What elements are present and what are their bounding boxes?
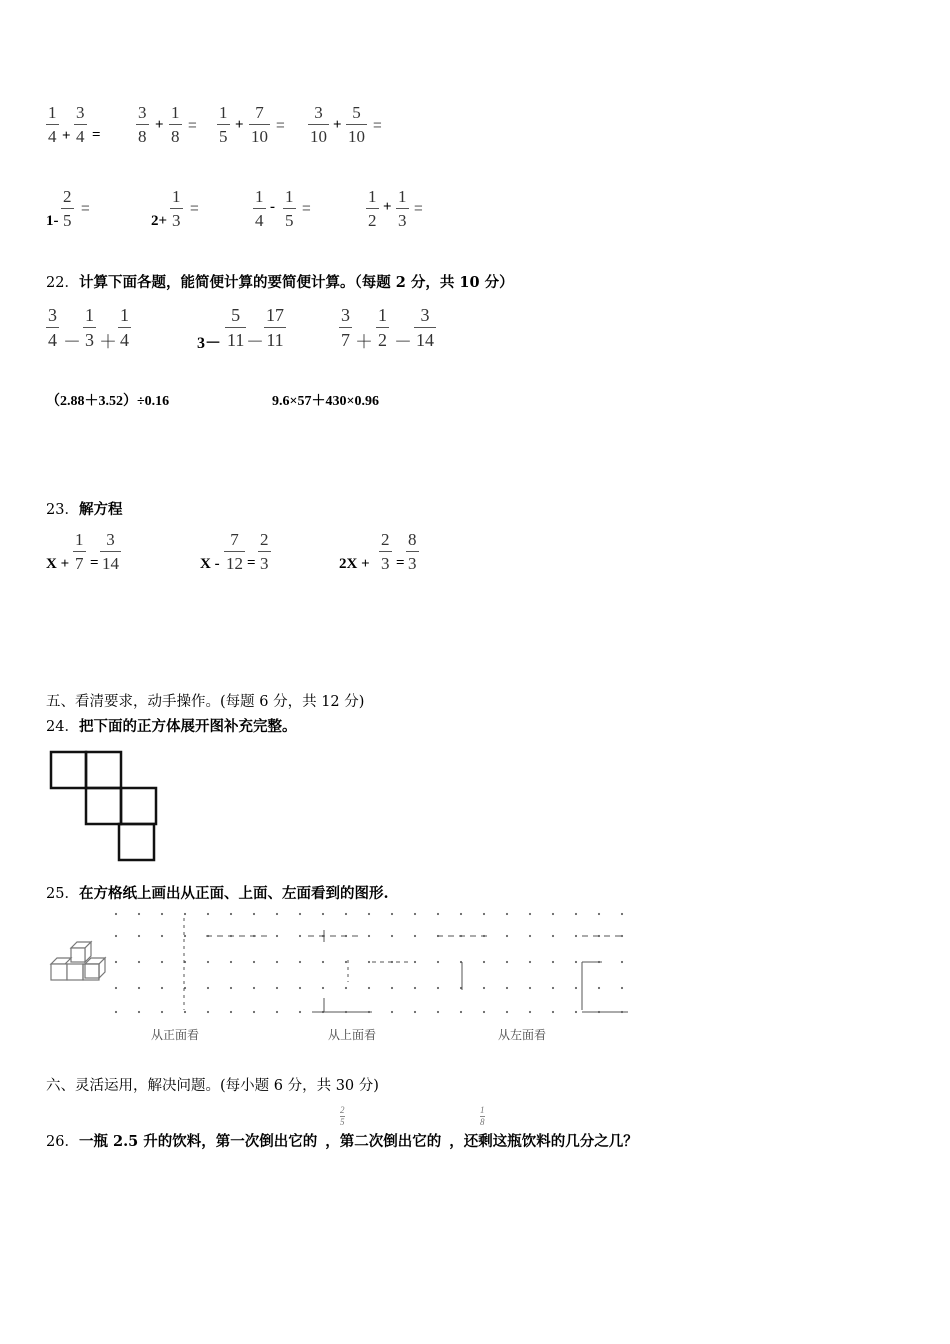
dot-grid-paper — [112, 910, 632, 1020]
plus-sign: + — [383, 199, 392, 215]
grid-dot — [483, 1011, 485, 1013]
expression-decimal-2: 9.6×57＋430×0.96 — [272, 394, 379, 409]
grid-dot — [414, 961, 416, 963]
grid-dot — [115, 987, 117, 989]
plus-sign: ＋ — [99, 332, 117, 352]
grid-dot — [414, 913, 416, 915]
fraction: 1 5 — [219, 103, 228, 146]
grid-dot — [299, 987, 301, 989]
net-square — [86, 752, 121, 788]
grid-dot — [575, 935, 577, 937]
section-6-heading: 六、灵活运用，解决问题。(每小题 6 分，共 30 分) — [46, 1078, 379, 1094]
grid-dot — [552, 913, 554, 915]
view-label-front: 从正面看 — [151, 1028, 200, 1042]
fraction: 1 4 — [48, 103, 57, 146]
net-square — [86, 788, 121, 824]
equals-sign: = — [302, 200, 311, 217]
grid-dot — [161, 1011, 163, 1013]
grid-dot — [184, 1011, 186, 1013]
grid-dot — [414, 935, 416, 937]
grid-dot — [575, 1011, 577, 1013]
fraction: 3 14 — [416, 305, 434, 350]
equation-lead: X - — [200, 556, 220, 572]
fraction: 1 3 — [85, 305, 94, 350]
grid-dot — [368, 913, 370, 915]
grid-dot — [138, 1011, 140, 1013]
expression-lead: 3－ — [197, 335, 222, 352]
grid-dot — [483, 961, 485, 963]
grid-dot — [161, 913, 163, 915]
grid-dot — [115, 961, 117, 963]
grid-dot — [253, 987, 255, 989]
question-22-title: 22．计算下面各题，能简便计算的要简便计算。（每题 2 分，共 10 分） — [46, 274, 514, 291]
grid-dot — [368, 961, 370, 963]
section-5-heading: 五、看清要求，动手操作。(每题 6 分，共 12 分) — [46, 694, 365, 710]
grid-dot — [506, 961, 508, 963]
fraction: 3 7 — [341, 305, 350, 350]
grid-dot — [529, 913, 531, 915]
grid-dot — [391, 987, 393, 989]
expression-decimal-1: （2.88＋3.52）÷0.16 — [46, 394, 170, 409]
grid-dot — [230, 987, 232, 989]
equals-sign: = — [90, 555, 99, 571]
grid-dot — [621, 987, 623, 989]
grid-dot — [460, 913, 462, 915]
grid-dot — [529, 935, 531, 937]
fraction: 3 14 — [102, 530, 119, 573]
grid-dot — [437, 913, 439, 915]
grid-dot — [575, 961, 577, 963]
grid-dot — [253, 1011, 255, 1013]
grid-dot — [391, 935, 393, 937]
grid-dot — [276, 935, 278, 937]
fraction: 3 4 — [76, 103, 85, 146]
view-label-top: 从上面看 — [328, 1028, 377, 1042]
equation-lead: X + — [46, 556, 70, 572]
grid-dot — [299, 961, 301, 963]
grid-dot — [483, 987, 485, 989]
grid-dot — [276, 913, 278, 915]
cube-stack-figure — [47, 938, 109, 988]
plus-sign: + — [155, 117, 164, 133]
question-25-title: 25．在方格纸上画出从正面、上面、左面看到的图形. — [46, 885, 389, 902]
grid-dot — [506, 935, 508, 937]
fraction: 5 10 — [348, 103, 365, 146]
fraction: 5 11 — [227, 305, 245, 350]
grid-dot — [391, 913, 393, 915]
fraction: 3 8 — [138, 103, 147, 146]
inline-fraction: 2 5 — [340, 1105, 345, 1127]
grid-dot — [368, 987, 370, 989]
grid-dot — [621, 961, 623, 963]
equals-sign: = — [373, 117, 382, 134]
fraction: 1 4 — [120, 305, 129, 350]
grid-dot — [322, 913, 324, 915]
grid-dot — [552, 987, 554, 989]
grid-dot — [299, 913, 301, 915]
grid-dot — [414, 1011, 416, 1013]
grid-dot — [322, 961, 324, 963]
plus-sign: + — [333, 117, 342, 133]
grid-dot — [276, 987, 278, 989]
grid-dot — [115, 913, 117, 915]
grid-dot — [184, 913, 186, 915]
fraction: 3 4 — [48, 305, 57, 350]
grid-dot — [621, 913, 623, 915]
grid-dot — [161, 987, 163, 989]
equals-sign: = — [81, 200, 90, 217]
grid-dot — [575, 913, 577, 915]
plus-sign: + — [235, 117, 244, 133]
grid-dot — [598, 987, 600, 989]
grid-dot — [391, 1011, 393, 1013]
fraction: 1 2 — [378, 305, 387, 350]
fraction: 3 10 — [310, 103, 327, 146]
grid-dot — [552, 935, 554, 937]
grid-dot — [460, 1011, 462, 1013]
fraction: 2 3 — [381, 530, 390, 573]
grid-dot — [138, 987, 140, 989]
fraction: 1 8 — [171, 103, 180, 146]
fraction: 7 10 — [251, 103, 268, 146]
grid-dot — [138, 961, 140, 963]
grid-dot — [322, 987, 324, 989]
grid-dot — [253, 913, 255, 915]
grid-dot — [483, 913, 485, 915]
fraction: 1 4 — [255, 187, 264, 230]
grid-dot — [184, 935, 186, 937]
fraction: 17 11 — [266, 305, 284, 350]
grid-dot — [345, 987, 347, 989]
grid-dot — [506, 913, 508, 915]
grid-dot — [115, 1011, 117, 1013]
grid-dot — [138, 935, 140, 937]
equals-sign: = — [247, 555, 256, 571]
grid-dot — [437, 1011, 439, 1013]
grid-dot — [230, 913, 232, 915]
net-square — [119, 824, 154, 860]
grid-dot — [207, 913, 209, 915]
equals-sign: = — [92, 127, 101, 143]
grid-dot — [230, 961, 232, 963]
fraction: 2 5 — [63, 187, 72, 230]
equation-lead: 2X + — [339, 556, 370, 572]
grid-dot — [276, 961, 278, 963]
grid-dot — [253, 961, 255, 963]
cube-net-figure — [48, 748, 160, 864]
plus-sign: + — [62, 128, 71, 144]
grid-dot — [598, 913, 600, 915]
fraction: 7 12 — [226, 530, 243, 573]
minus-sign: － — [246, 332, 264, 352]
question-23-title: 23．解方程 — [46, 501, 123, 518]
question-24-title: 24．把下面的正方体展开图补充完整。 — [46, 718, 297, 735]
grid-dot — [299, 1011, 301, 1013]
grid-dot — [437, 961, 439, 963]
grid-dot — [207, 987, 209, 989]
net-square — [121, 788, 156, 824]
equals-sign: = — [414, 200, 423, 217]
grid-dot — [552, 1011, 554, 1013]
grid-dot — [621, 935, 623, 937]
grid-dot — [207, 1011, 209, 1013]
grid-dot — [529, 987, 531, 989]
grid-dot — [299, 935, 301, 937]
minus-sign: － — [63, 332, 81, 352]
grid-dot — [529, 1011, 531, 1013]
grid-dot — [276, 1011, 278, 1013]
grid-dot — [161, 935, 163, 937]
grid-dot — [207, 961, 209, 963]
equals-sign: = — [188, 117, 197, 134]
view-label-left: 从左面看 — [498, 1028, 547, 1042]
equals-sign: = — [276, 117, 285, 134]
fraction: 2 3 — [260, 530, 269, 573]
inline-fraction: 1 8 — [480, 1105, 485, 1127]
grid-dot — [529, 961, 531, 963]
equals-sign: = — [396, 555, 405, 571]
grid-dot — [414, 987, 416, 989]
expression-lead: 2+ — [151, 213, 168, 229]
fraction: 1 2 — [368, 187, 377, 230]
fraction: 8 3 — [408, 530, 417, 573]
grid-dot — [230, 1011, 232, 1013]
grid-dot — [437, 987, 439, 989]
grid-dot — [345, 913, 347, 915]
grid-dot — [552, 961, 554, 963]
fraction: 1 3 — [172, 187, 181, 230]
fraction: 1 7 — [75, 530, 84, 573]
fraction: 1 5 — [285, 187, 294, 230]
grid-dot — [161, 961, 163, 963]
grid-dot — [138, 913, 140, 915]
grid-dot — [506, 1011, 508, 1013]
grid-dot — [115, 935, 117, 937]
minus-sign: － — [394, 332, 412, 352]
expression-lead: 1- — [46, 213, 59, 229]
grid-dot — [575, 987, 577, 989]
grid-dot — [368, 935, 370, 937]
minus-sign: - — [270, 199, 275, 215]
plus-sign: ＋ — [355, 332, 373, 352]
question-26: 26．一瓶 2.5 升的饮料，第一次倒出它的 ，第二次倒出它的 ，还剩这瓶饮料的几分之几？ — [46, 1133, 638, 1150]
net-square — [51, 752, 86, 788]
grid-dot — [506, 987, 508, 989]
grid-dot — [345, 961, 347, 963]
fraction: 1 3 — [398, 187, 407, 230]
equals-sign: = — [190, 200, 199, 217]
